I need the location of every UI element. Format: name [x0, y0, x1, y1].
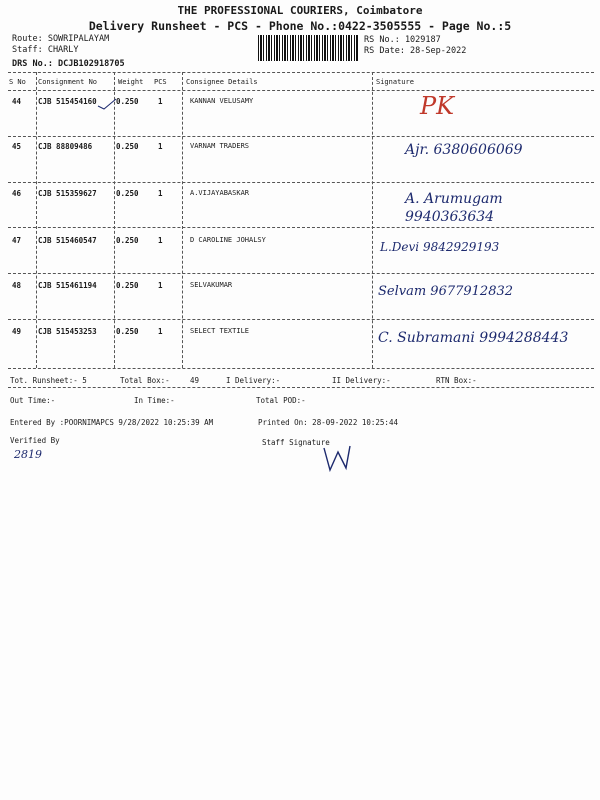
row-signature: PK [420, 92, 455, 120]
row-signature: Selvam 9677912832 [378, 284, 514, 299]
row-pcs: 1 [158, 189, 163, 198]
row-sno: 49 [12, 327, 22, 336]
row-divider [8, 273, 594, 274]
col-header-weight: Weight [118, 78, 144, 86]
row-signature: L.Devi 9842929193 [380, 240, 500, 254]
staff-signature-label: Staff Signature [262, 438, 330, 447]
row-consignment: CJB 515454160 [38, 97, 97, 106]
printed-on: Printed On: 28-09-2022 10:25:44 [258, 418, 398, 427]
first-delivery: I Delivery:- [226, 376, 281, 385]
row-divider [8, 182, 594, 183]
col-divider [36, 72, 37, 368]
verified-by-label: Verified By [10, 436, 60, 445]
rtn-box: RTN Box:- [436, 376, 477, 385]
barcode [258, 35, 358, 61]
row-weight: 0.250 [116, 142, 139, 151]
row-divider [8, 136, 594, 137]
total-runsheet: Tot. Runsheet:- 5 [10, 376, 87, 385]
col-divider [182, 72, 183, 368]
drs-number: DRS No.: DCJB102918705 [12, 59, 125, 69]
staff-signature-mark [318, 444, 354, 474]
total-box-value: 49 [190, 376, 200, 385]
col-divider [114, 72, 115, 368]
row-divider [8, 227, 594, 228]
row-consignee: KANNAN VELUSAMY [190, 97, 254, 105]
col-divider [372, 72, 373, 368]
row-weight: 0.250 [116, 236, 139, 245]
row-sno: 46 [12, 189, 22, 198]
row-pcs: 1 [158, 97, 163, 106]
row-consignment: CJB 88809486 [38, 142, 93, 151]
col-header-consignee: Consignee Details [186, 78, 258, 86]
row-signature: Ajr. 6380606069 [405, 142, 523, 158]
row-consignee: VARNAM TRADERS [190, 142, 250, 150]
verified-signature: 2819 [14, 448, 42, 461]
row-pcs: 1 [158, 327, 163, 336]
row-divider [8, 319, 594, 320]
row-weight: 0.250 [116, 327, 139, 336]
row-consignee: D CAROLINE JOHALSY [190, 236, 266, 244]
in-time: In Time:- [134, 396, 175, 405]
row-consignee: SELVAKUMAR [190, 281, 233, 289]
total-box-label: Total Box:- [120, 376, 170, 385]
col-header-consignment: Consignment No [38, 78, 98, 86]
route: Route: SOWRIPALAYAM [12, 34, 110, 44]
col-header-sno: S No [9, 78, 26, 86]
row-signature: A. Arumugam 9940363634 [405, 191, 503, 225]
table-top-border [8, 72, 594, 73]
totals-divider [8, 387, 594, 388]
row-sno: 48 [12, 281, 22, 290]
row-weight: 0.250 [116, 97, 139, 106]
row-consignee: A.VIJAYABASKAR [190, 189, 250, 197]
row-weight: 0.250 [116, 281, 139, 290]
tick-mark [96, 98, 118, 110]
row-sno: 45 [12, 142, 22, 151]
row-sno: 44 [12, 97, 22, 106]
rs-date: RS Date: 28-Sep-2022 [364, 46, 467, 56]
col-header-signature: Signature [376, 78, 414, 86]
col-header-pcs: PCS [154, 78, 167, 86]
row-consignee: SELECT TEXTILE [190, 327, 250, 335]
rs-number: RS No.: 1029187 [364, 35, 441, 45]
row-consignment: CJB 515461194 [38, 281, 97, 290]
row-signature: C. Subramani 9994288443 [378, 330, 569, 346]
entered-by: Entered By :POORNIMAPCS 9/28/2022 10:25:39 AM [10, 418, 214, 427]
runsheet-subtitle: Delivery Runsheet - PCS - Phone No.:0422-3505555 - Page No.:5 [88, 19, 512, 33]
second-delivery: II Delivery:- [332, 376, 391, 385]
row-consignment: CJB 515359627 [38, 189, 97, 198]
row-consignment: CJB 515460547 [38, 236, 97, 245]
row-pcs: 1 [158, 142, 163, 151]
row-sno: 47 [12, 236, 22, 245]
row-consignment: CJB 515453253 [38, 327, 97, 336]
table-bottom-border [8, 368, 594, 369]
row-weight: 0.250 [116, 189, 139, 198]
staff: Staff: CHARLY [12, 45, 79, 55]
header-divider [8, 90, 594, 91]
company-title: THE PROFESSIONAL COURIERS, Coimbatore [177, 4, 423, 17]
total-pod: Total POD:- [256, 396, 306, 405]
row-pcs: 1 [158, 236, 163, 245]
row-pcs: 1 [158, 281, 163, 290]
out-time: Out Time:- [10, 396, 56, 405]
